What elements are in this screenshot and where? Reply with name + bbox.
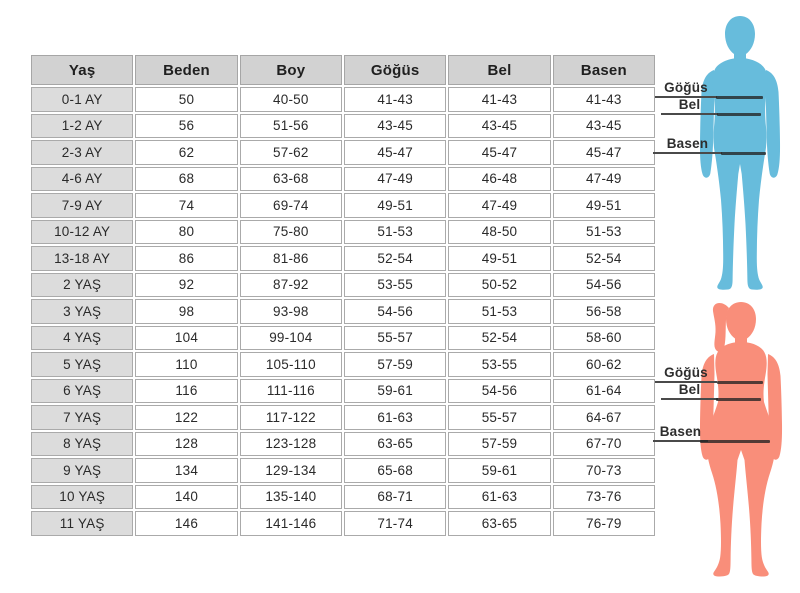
value-cell: 57-59 xyxy=(448,432,550,457)
table-row xyxy=(31,114,655,139)
value-cell: 47-49 xyxy=(448,193,550,218)
value-cell: 64-67 xyxy=(553,405,655,430)
value-cell: 52-54 xyxy=(344,246,446,271)
age-cell: 3 YAŞ xyxy=(31,299,133,324)
value-cell: 58-60 xyxy=(553,326,655,351)
value-cell: 51-53 xyxy=(553,220,655,245)
column-header: Yaş xyxy=(31,55,133,85)
table-row xyxy=(31,273,655,298)
value-cell: 116 xyxy=(135,379,237,404)
value-cell: 81-86 xyxy=(240,246,342,271)
value-cell: 51-56 xyxy=(240,114,342,139)
value-cell: 45-47 xyxy=(448,140,550,165)
age-cell: 11 YAŞ xyxy=(31,511,133,536)
age-cell: 1-2 AY xyxy=(31,114,133,139)
value-cell: 92 xyxy=(135,273,237,298)
column-header: Basen xyxy=(553,55,655,85)
waist-label-top: Bel xyxy=(661,97,718,115)
value-cell: 93-98 xyxy=(240,299,342,324)
girl-head xyxy=(726,302,756,348)
value-cell: 129-134 xyxy=(240,458,342,483)
value-cell: 63-65 xyxy=(344,432,446,457)
value-cell: 117-122 xyxy=(240,405,342,430)
value-cell: 50-52 xyxy=(448,273,550,298)
waist-measure-line-bottom xyxy=(716,398,761,401)
value-cell: 43-45 xyxy=(344,114,446,139)
value-cell: 46-48 xyxy=(448,167,550,192)
girl-ponytail xyxy=(713,303,729,352)
value-cell: 54-56 xyxy=(553,273,655,298)
chest-measure-line-top xyxy=(716,96,763,99)
waist-measure-line-top xyxy=(717,113,761,116)
value-cell: 60-62 xyxy=(553,352,655,377)
value-cell: 59-61 xyxy=(344,379,446,404)
table-row xyxy=(31,405,655,430)
age-cell: 10 YAŞ xyxy=(31,485,133,510)
value-cell: 49-51 xyxy=(553,193,655,218)
table-row xyxy=(31,193,655,218)
value-cell: 74 xyxy=(135,193,237,218)
value-cell: 54-56 xyxy=(344,299,446,324)
age-cell: 10-12 AY xyxy=(31,220,133,245)
age-cell: 7 YAŞ xyxy=(31,405,133,430)
column-header: Boy xyxy=(240,55,342,85)
value-cell: 52-54 xyxy=(553,246,655,271)
column-header: Beden xyxy=(135,55,237,85)
age-cell: 7-9 AY xyxy=(31,193,133,218)
value-cell: 61-64 xyxy=(553,379,655,404)
value-cell: 43-45 xyxy=(553,114,655,139)
value-cell: 111-116 xyxy=(240,379,342,404)
value-cell: 146 xyxy=(135,511,237,536)
table-row xyxy=(31,140,655,165)
waist-label-bottom: Bel xyxy=(661,382,718,400)
value-cell: 52-54 xyxy=(448,326,550,351)
value-cell: 63-65 xyxy=(448,511,550,536)
value-cell: 57-62 xyxy=(240,140,342,165)
age-cell: 0-1 AY xyxy=(31,87,133,112)
age-cell: 6 YAŞ xyxy=(31,379,133,404)
hip-measure-line-top xyxy=(721,152,766,155)
value-cell: 141-146 xyxy=(240,511,342,536)
age-cell: 4 YAŞ xyxy=(31,326,133,351)
chest-label-top: Göğüs xyxy=(655,80,717,98)
value-cell: 49-51 xyxy=(448,246,550,271)
value-cell: 65-68 xyxy=(344,458,446,483)
value-cell: 61-63 xyxy=(344,405,446,430)
table-row xyxy=(31,379,655,404)
value-cell: 48-50 xyxy=(448,220,550,245)
boy-head xyxy=(725,16,755,64)
table-row xyxy=(31,299,655,324)
value-cell: 105-110 xyxy=(240,352,342,377)
value-cell: 61-63 xyxy=(448,485,550,510)
value-cell: 41-43 xyxy=(344,87,446,112)
value-cell: 63-68 xyxy=(240,167,342,192)
value-cell: 104 xyxy=(135,326,237,351)
value-cell: 122 xyxy=(135,405,237,430)
age-cell: 5 YAŞ xyxy=(31,352,133,377)
value-cell: 40-50 xyxy=(240,87,342,112)
table-row xyxy=(31,458,655,483)
size-table xyxy=(29,53,657,538)
table-row xyxy=(31,326,655,351)
header-row xyxy=(31,55,655,85)
table-row xyxy=(31,352,655,377)
age-cell: 4-6 AY xyxy=(31,167,133,192)
table-row xyxy=(31,87,655,112)
table-row xyxy=(31,246,655,271)
table-row xyxy=(31,220,655,245)
value-cell: 76-79 xyxy=(553,511,655,536)
chest-measure-line-bottom xyxy=(717,381,763,384)
value-cell: 41-43 xyxy=(553,87,655,112)
value-cell: 134 xyxy=(135,458,237,483)
value-cell: 53-55 xyxy=(344,273,446,298)
value-cell: 140 xyxy=(135,485,237,510)
value-cell: 49-51 xyxy=(344,193,446,218)
value-cell: 50 xyxy=(135,87,237,112)
value-cell: 56 xyxy=(135,114,237,139)
value-cell: 51-53 xyxy=(344,220,446,245)
value-cell: 86 xyxy=(135,246,237,271)
age-cell: 8 YAŞ xyxy=(31,432,133,457)
column-header: Bel xyxy=(448,55,550,85)
value-cell: 57-59 xyxy=(344,352,446,377)
value-cell: 59-61 xyxy=(448,458,550,483)
table-row xyxy=(31,167,655,192)
value-cell: 47-49 xyxy=(553,167,655,192)
value-cell: 45-47 xyxy=(344,140,446,165)
value-cell: 128 xyxy=(135,432,237,457)
hip-label-bottom: Basen xyxy=(653,424,708,442)
table-row xyxy=(31,485,655,510)
value-cell: 54-56 xyxy=(448,379,550,404)
value-cell: 55-57 xyxy=(448,405,550,430)
value-cell: 70-73 xyxy=(553,458,655,483)
value-cell: 45-47 xyxy=(553,140,655,165)
age-cell: 9 YAŞ xyxy=(31,458,133,483)
value-cell: 98 xyxy=(135,299,237,324)
age-cell: 2-3 AY xyxy=(31,140,133,165)
table-row xyxy=(31,511,655,536)
value-cell: 67-70 xyxy=(553,432,655,457)
chest-label-bottom: Göğüs xyxy=(655,365,717,383)
column-header: Göğüs xyxy=(344,55,446,85)
value-cell: 135-140 xyxy=(240,485,342,510)
value-cell: 123-128 xyxy=(240,432,342,457)
value-cell: 62 xyxy=(135,140,237,165)
value-cell: 71-74 xyxy=(344,511,446,536)
value-cell: 87-92 xyxy=(240,273,342,298)
size-table-body xyxy=(31,87,655,536)
value-cell: 75-80 xyxy=(240,220,342,245)
boy-right-arm xyxy=(766,70,781,178)
value-cell: 68-71 xyxy=(344,485,446,510)
value-cell: 73-76 xyxy=(553,485,655,510)
table-row xyxy=(31,432,655,457)
size-table-header xyxy=(31,55,655,85)
value-cell: 68 xyxy=(135,167,237,192)
value-cell: 99-104 xyxy=(240,326,342,351)
age-cell: 2 YAŞ xyxy=(31,273,133,298)
value-cell: 56-58 xyxy=(553,299,655,324)
value-cell: 43-45 xyxy=(448,114,550,139)
value-cell: 47-49 xyxy=(344,167,446,192)
value-cell: 51-53 xyxy=(448,299,550,324)
value-cell: 110 xyxy=(135,352,237,377)
value-cell: 41-43 xyxy=(448,87,550,112)
hip-measure-line-bottom xyxy=(700,440,770,443)
value-cell: 80 xyxy=(135,220,237,245)
value-cell: 53-55 xyxy=(448,352,550,377)
age-cell: 13-18 AY xyxy=(31,246,133,271)
value-cell: 69-74 xyxy=(240,193,342,218)
boy-torso-legs xyxy=(713,58,768,290)
value-cell: 55-57 xyxy=(344,326,446,351)
hip-label-top: Basen xyxy=(653,136,722,154)
